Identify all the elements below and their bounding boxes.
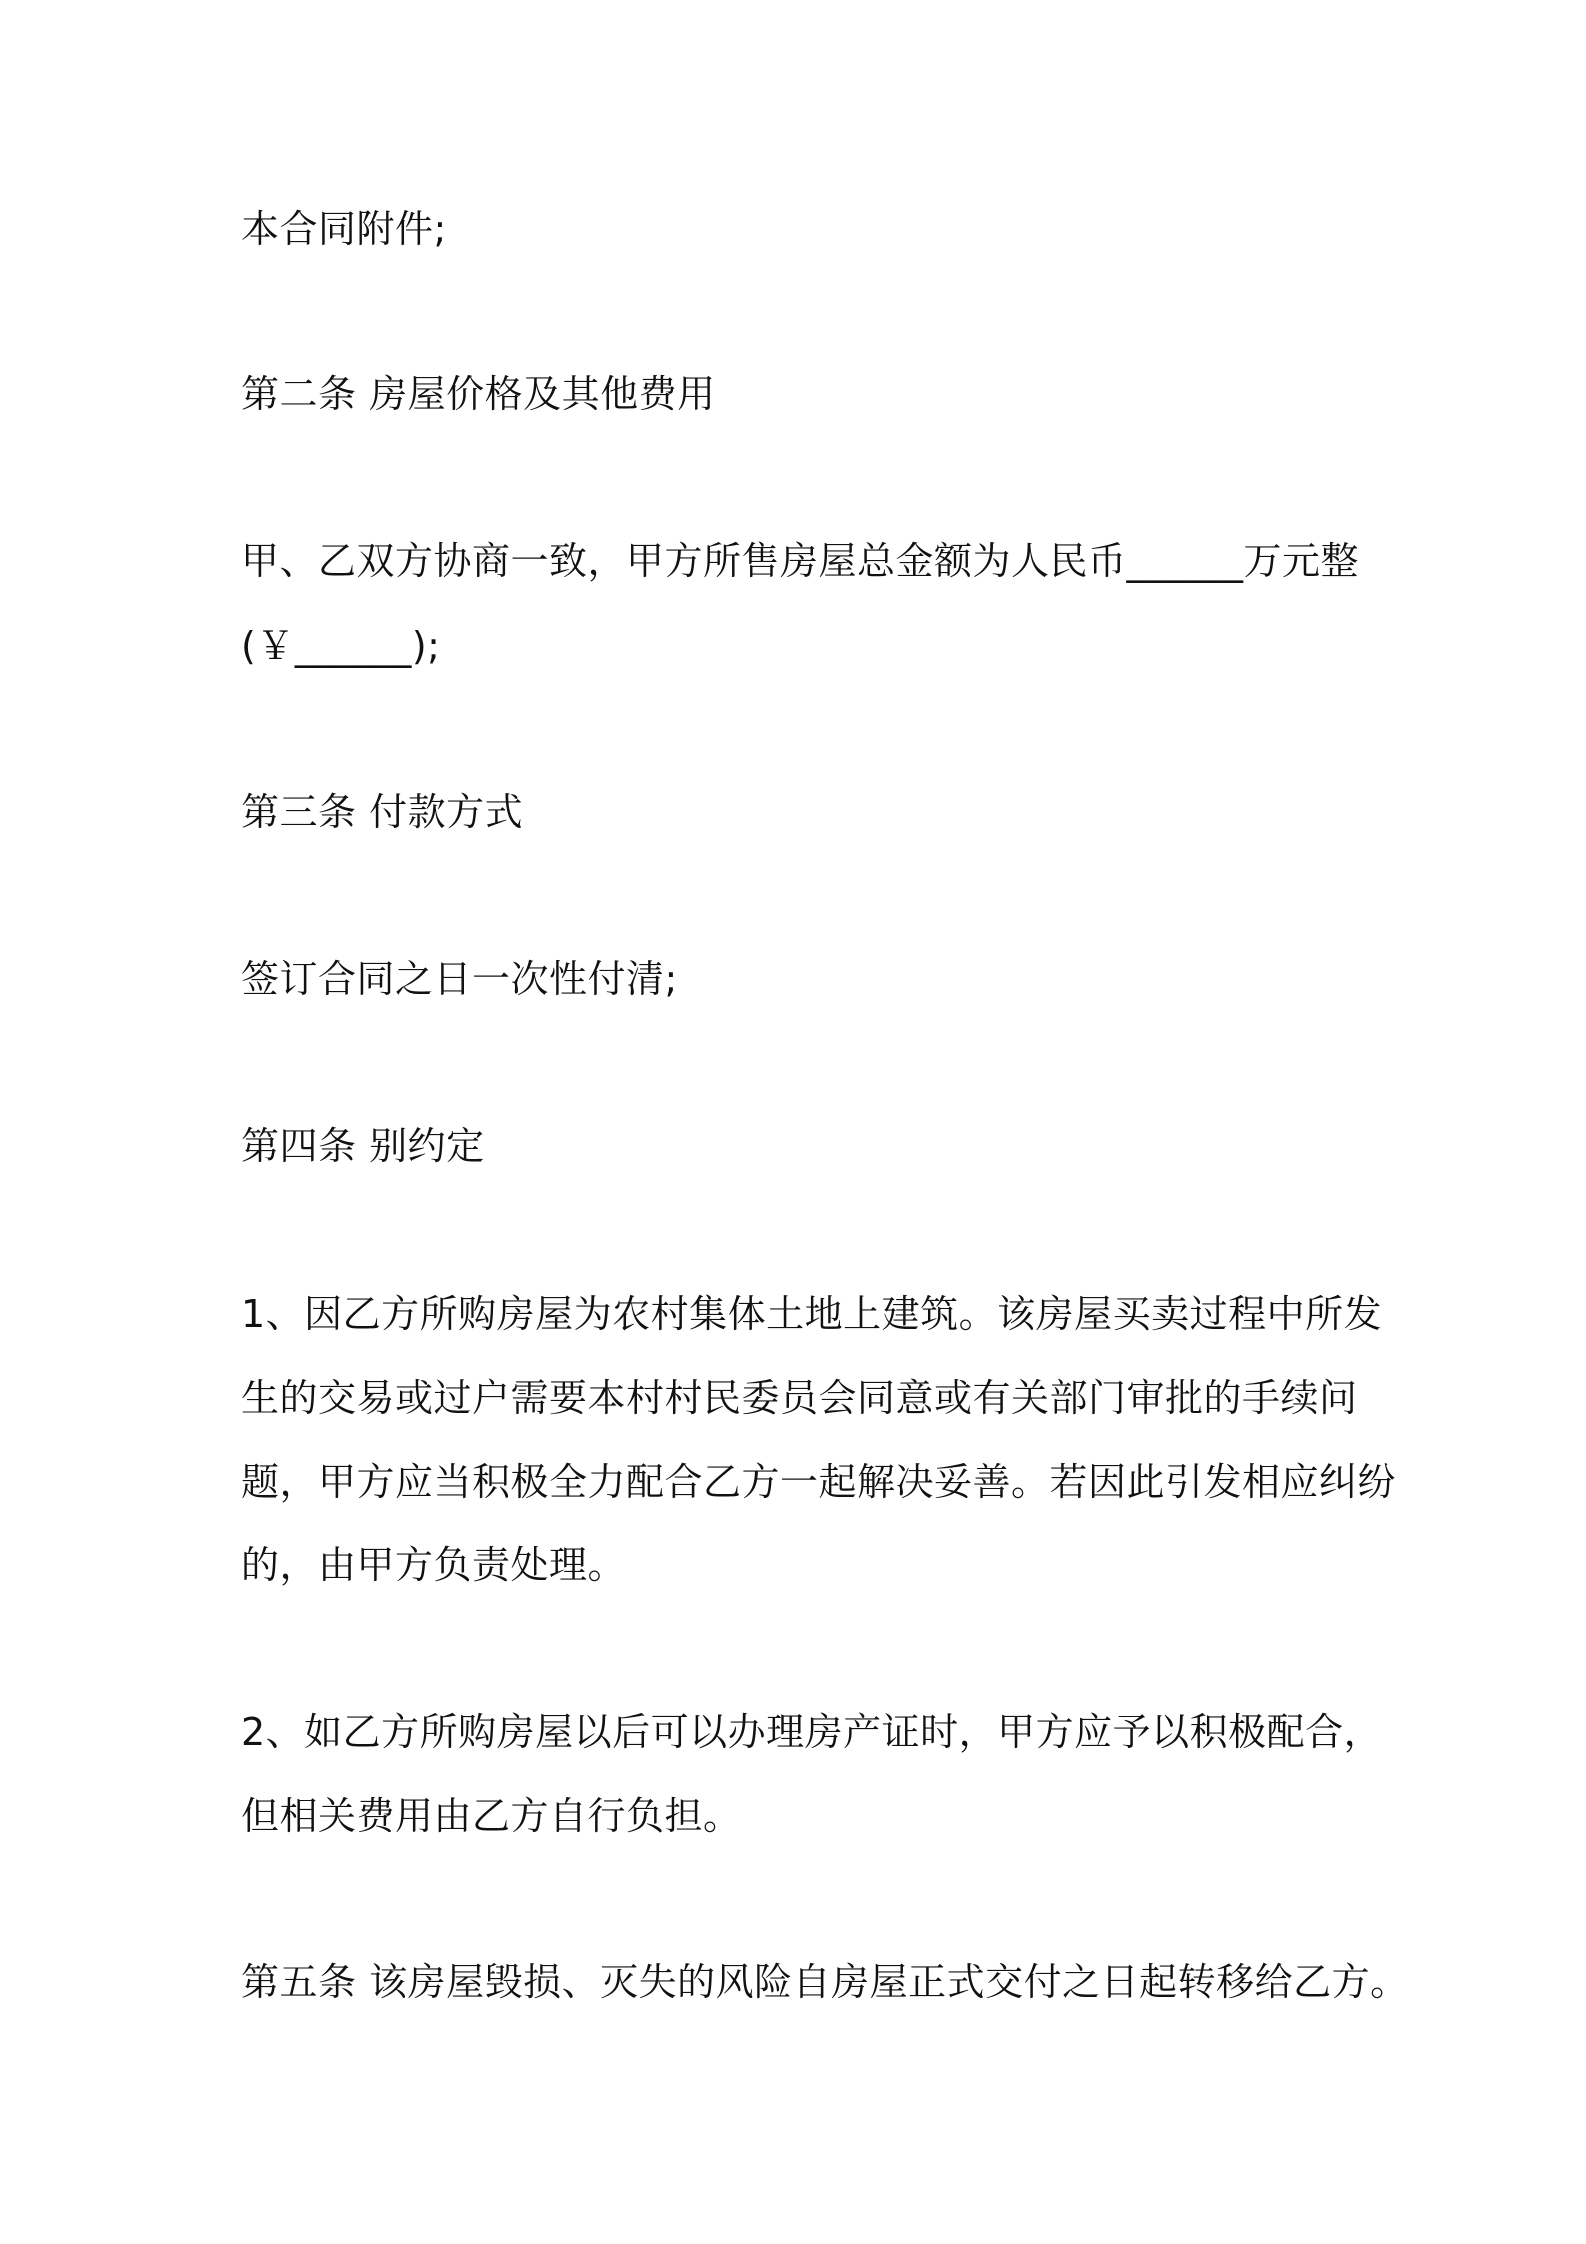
price-clause-line-2: (￥______);	[241, 624, 441, 668]
article-5-line: 第五条 该房屋毁损、灭失的风险自房屋正式交付之日起转移给乙方。	[241, 1960, 1409, 2004]
article-4-heading: 第四条 别约定	[241, 1124, 485, 1168]
special-clause-1-line-4: 的，由甲方负责处理。	[241, 1543, 627, 1587]
attachment-line: 本合同附件;	[241, 207, 447, 251]
special-clause-1-line-1: 1、因乙方所购房屋为农村集体土地上建筑。该房屋买卖过程中所发	[241, 1292, 1383, 1336]
price-clause-line-1: 甲、乙双方协商一致，甲方所售房屋总金额为人民币______万元整	[241, 539, 1360, 583]
article-2-heading: 第二条 房屋价格及其他费用	[241, 372, 716, 416]
special-clause-1-line-2: 生的交易或过户需要本村村民委员会同意或有关部门审批的手续问	[241, 1376, 1358, 1420]
article-3-heading: 第三条 付款方式	[241, 790, 524, 834]
special-clause-2-line-2: 但相关费用由乙方自行负担。	[241, 1794, 742, 1838]
special-clause-1-line-3: 题，甲方应当积极全力配合乙方一起解决妥善。若因此引发相应纠纷	[241, 1460, 1397, 1504]
payment-clause-line: 签订合同之日一次性付清;	[241, 957, 678, 1001]
special-clause-2-line-1: 2、如乙方所购房屋以后可以办理房产证时，甲方应予以积极配合，	[241, 1710, 1383, 1754]
